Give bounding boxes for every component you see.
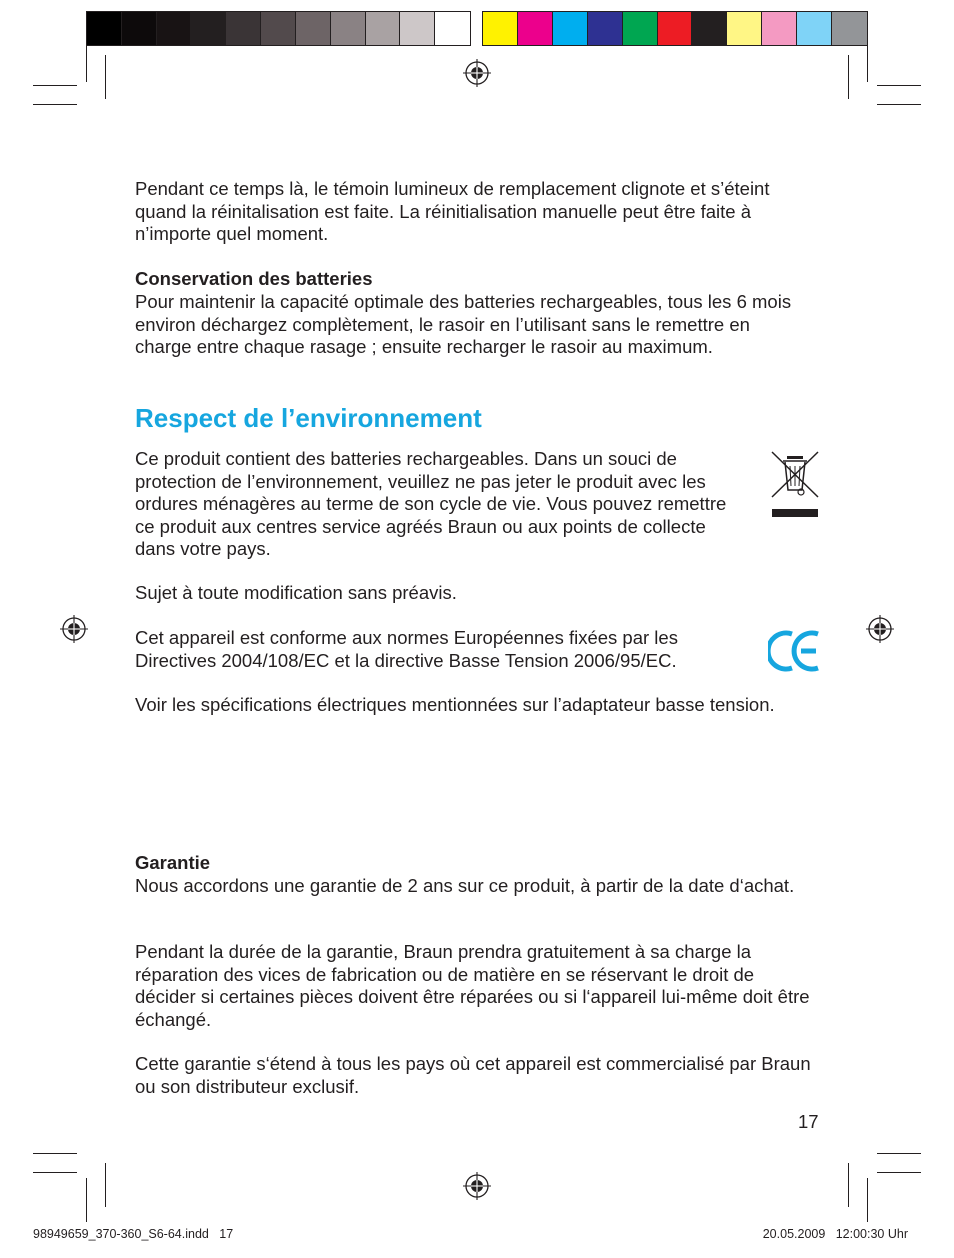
conformity-paragraph: Cet appareil est conforme aux normes Européennes fixées par les Directives 2004/108/EC et la directive Basse Tension 2006/95/EC. — [135, 627, 678, 671]
color-swatch — [261, 12, 296, 45]
color-swatch — [727, 12, 762, 45]
battery-section-title: Conservation des batteries — [135, 268, 373, 289]
color-swatch — [797, 12, 832, 45]
color-swatch — [832, 12, 867, 45]
registration-mark-icon — [463, 59, 491, 87]
grayscale-bar — [86, 11, 471, 46]
specs-paragraph: Voir les spécifications électriques mentionnées sur l’adaptateur basse tension. — [135, 694, 775, 715]
warranty-paragraph-2: Pendant la durée de la garantie, Braun prendra gratuitement à sa charge la réparation des vices de fabrication ou de matière en se réservant le droit de décider si certaines pièces doivent être réparées ou si l‘appareil lui-même doit être échangé. — [135, 941, 810, 1030]
battery-paragraph: Pour maintenir la capacité optimale des batteries rechargeables, tous les 6 mois environ déchargez complètement, le rasoir en l’utilisant sans le remettre en charge entre chaque rasage ; ensuite recharger le rasoir au maximum. — [135, 291, 792, 357]
color-swatch — [191, 12, 226, 45]
color-swatch — [692, 12, 727, 45]
color-swatch-bar — [482, 11, 868, 46]
crossed-bin-icon — [770, 450, 820, 520]
color-swatch — [553, 12, 588, 45]
footer-file-info: 98949659_370-360_S6-64.indd 17 — [33, 1227, 234, 1241]
crop-mark — [877, 1153, 921, 1154]
notice-paragraph: Sujet à toute modification sans préavis. — [135, 582, 457, 603]
color-swatch — [226, 12, 261, 45]
crop-mark — [848, 1163, 849, 1207]
color-swatch — [400, 12, 435, 45]
color-swatch — [658, 12, 693, 45]
color-swatch — [122, 12, 157, 45]
color-swatch — [762, 12, 797, 45]
warranty-section-title: Garantie — [135, 852, 211, 873]
crop-mark — [33, 104, 77, 105]
crop-mark — [33, 1153, 77, 1154]
color-swatch — [87, 12, 122, 45]
color-swatch — [483, 12, 518, 45]
page-number: 17 — [798, 1111, 819, 1132]
warranty-paragraph-3: Cette garantie s‘étend à tous les pays où cet appareil est commercialisé par Braun ou son distributeur exclusif. — [135, 1053, 811, 1097]
footer-timestamp: 20.05.2009 12:00:30 Uhr — [762, 1227, 908, 1241]
color-swatch — [588, 12, 623, 45]
warranty-paragraph-1: Nous accordons une garantie de 2 ans sur ce produit, à partir de la date d‘achat. — [135, 875, 795, 896]
crop-mark — [867, 38, 868, 82]
registration-mark-icon — [463, 1172, 491, 1200]
crop-mark — [877, 104, 921, 105]
crop-mark — [86, 1178, 87, 1222]
environment-paragraph: Ce produit contient des batteries rechargeables. Dans un souci de protection de l’environnement, veuillez ne pas jeter le produit avec les ordures ménagères au terme de son cycle de vie. Vous pouvez remettre ce produit aux centres service agréés Braun ou aux points de collecte dans votre pays. — [135, 448, 727, 559]
color-swatch — [157, 12, 192, 45]
crop-mark — [877, 1172, 921, 1173]
crop-mark — [867, 1178, 868, 1222]
crop-mark — [33, 1172, 77, 1173]
registration-mark-icon — [866, 615, 894, 643]
ce-mark-icon — [768, 628, 822, 674]
color-swatch — [296, 12, 331, 45]
intro-paragraph: Pendant ce temps là, le témoin lumineux de remplacement clignote et s’éteint quand la réinitalisation est faite. La réinitialisation manuelle peut être faite à n’importe quel moment. — [135, 178, 770, 244]
color-swatch — [623, 12, 658, 45]
crop-mark — [877, 85, 921, 86]
color-swatch — [518, 12, 553, 45]
crop-mark — [33, 85, 77, 86]
color-swatch — [366, 12, 401, 45]
environment-heading: Respect de l’environnement — [135, 403, 482, 433]
color-swatch — [331, 12, 366, 45]
color-swatch — [435, 12, 470, 45]
crop-mark — [105, 1163, 106, 1207]
registration-mark-icon — [60, 615, 88, 643]
crop-mark — [105, 55, 106, 99]
crop-mark — [848, 55, 849, 99]
crop-mark — [86, 38, 87, 82]
